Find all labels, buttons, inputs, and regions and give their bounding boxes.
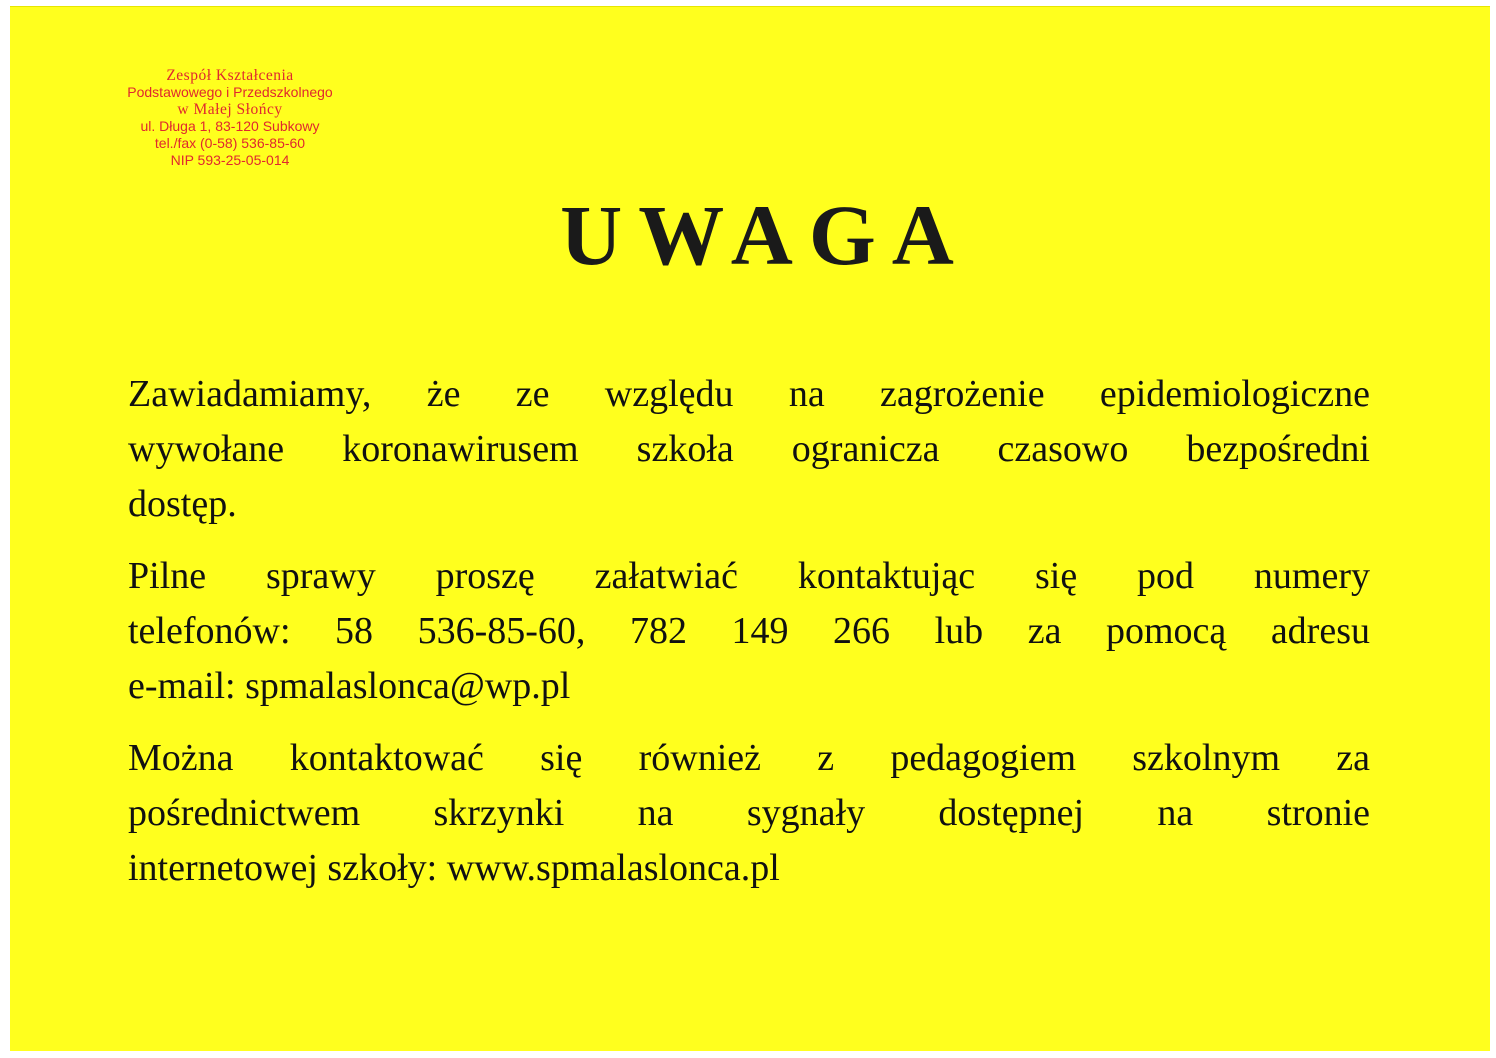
paragraph-line: Zawiadamiamy, że ze względu na zagrożenie epidemiologiczne [128, 373, 1370, 415]
school-stamp [110, 67, 350, 169]
paragraph-line: Pilne sprawy proszę załatwiać kontaktując się pod numery [128, 555, 1370, 597]
stamp-line: w Małej Słońcy [177, 101, 283, 118]
paragraph-line: wywołane koronawirusem szkoła ogranicza czasowo bezpośredni [128, 428, 1370, 470]
paragraph-contact [128, 549, 1370, 714]
stamp-line: Podstawowego i Przedszkolnego [127, 84, 333, 100]
paragraph-line: Można kontaktować się również z pedagogiem szkolnym za [128, 737, 1370, 779]
notice-body [128, 367, 1370, 913]
stamp-line: Zespół Kształcenia [166, 67, 294, 84]
paragraph-line: dostęp. [128, 483, 237, 525]
notice-title: UWAGA [560, 187, 970, 283]
paragraph-closure [128, 367, 1370, 532]
stamp-line: NIP 593-25-05-014 [170, 152, 290, 168]
notice-sheet [10, 6, 1490, 1051]
paragraph-pedagogue [128, 731, 1370, 896]
paragraph-line: internetowej szkoły: www.spmalaslonca.pl [128, 847, 780, 889]
stamp-line: tel./fax (0-58) 536-85-60 [154, 135, 306, 151]
paragraph-line: e-mail: spmalaslonca@wp.pl [128, 665, 571, 707]
stamp-line: ul. Długa 1, 83-120 Subkowy [140, 118, 320, 134]
paragraph-line: pośrednictwem skrzynki na sygnały dostępnej na stronie [128, 792, 1370, 834]
paragraph-line: telefonów: 58 536-85-60, 782 149 266 lub za pomocą adresu [128, 610, 1370, 652]
